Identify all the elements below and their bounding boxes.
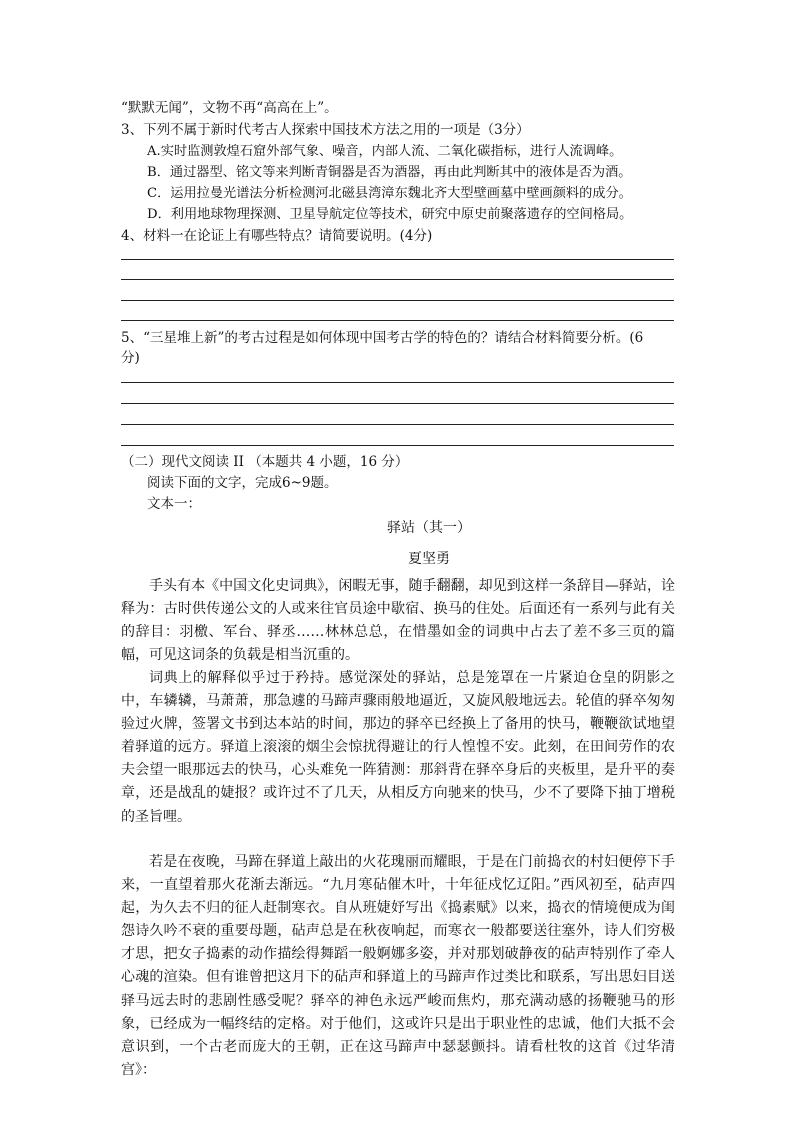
q5-stem-line-1: 5、“三星堆上新”的考古过程是如何体现中国考古学的特色的？请结合材料简要分析。(6 — [121, 330, 644, 346]
q4-answer-line-3 — [121, 300, 674, 301]
article-author: 夏坚勇 — [408, 551, 450, 567]
q5-answer-line-1 — [121, 382, 674, 383]
q3-option-d: D．利用地球物理探测、卫星导航定位等技术，研究中原史前聚落遗存的空间格局。 — [147, 207, 633, 222]
article-paragraph-1: 手头有本《中国文化史词典》，闲暇无事，随手翻翻，却见到这样一条辞目—驿站，诠释为：古时供传递公文的人或来往官员途中歇宿、换马的住处。后面还有一系列与此有关的辞目：羽檄、军台、驿丞……林林总总，在惜墨如金的词典中占去了差不多三页的篇幅，可见这词条的负载是相当沉重的。 — [121, 578, 675, 664]
article-title: 驿站（其一） — [387, 520, 471, 536]
q3-option-c: C．运用拉曼光谱法分析检测河北磁县湾漳东魏北齐大型壁画墓中壁画颜料的成分。 — [147, 186, 632, 201]
intro-line: “默默无闻”，文物不再“高高在上”。 — [121, 100, 338, 116]
q3-stem: 3、下列不属于新时代考古人探索中国技术方法之用的一项是（3分） — [121, 122, 530, 138]
q5-answer-line-4 — [121, 445, 674, 446]
q5-stem-line-2: 分) — [121, 350, 140, 366]
q3-option-b: B．通过器型、铭文等来判断青铜器是否为酒器，再由此判断其中的液体是否为酒。 — [147, 165, 632, 180]
section-instruction: 阅读下面的文字，完成6~9题。 — [147, 475, 338, 491]
q4-answer-line-4 — [121, 320, 674, 321]
q4-answer-line-2 — [121, 279, 674, 280]
section-heading: （二）现代文阅读 II （本题共 4 小题，16 分） — [121, 454, 409, 470]
q4-answer-line-1 — [121, 259, 674, 260]
q3-option-a: A.实时监测敦煌石窟外部气象、噪音，内部人流、二氧化碳指标，进行人流调峰。 — [147, 144, 623, 159]
q5-answer-line-3 — [121, 424, 674, 425]
q4-stem: 4、材料一在论证上有哪些特点？请简要说明。(4分) — [121, 228, 433, 244]
article-paragraph-2: 词典上的解释似乎过于矜持。感觉深处的驿站，总是笼罩在一片紧迫仓皇的阴影之中，车辚辚，马萧萧，那急遽的马蹄声骤雨般地逼近，又旋风般地远去。轮值的驿卒匆匆验过火牌，签署文书到达本站的时间，那边的驿卒已经换上了备用的快马，鞭鞭欲试地望着驿道的远方。驿道上滚滚的烟尘会惊扰得避让的行人惶惶不安。此刻，在田间劳作的农夫会望一眼那远去的快马，心头难免一阵猜测：那斜背在驿卒身后的夹板里，是升平的奏章，还是战乱的婕报？或许过不了几天，从相反方向驰来的快马，少不了要降下抽丁增税的圣旨哩。 — [121, 670, 675, 825]
text-label: 文本一： — [147, 496, 201, 512]
article-paragraph-3: 若是在夜晚，马蹄在驿道上敲出的火花瑰丽而耀眼，于是在门前捣衣的村妇便停下手来，一直望着那火花渐去渐远。“九月寒砧催木叶，十年征戍忆辽阳。”西风初至，砧声四起，为久去不归的征人赶制寒衣。自从班婕妤写出《捣素赋》以来，捣衣的情境便成为闺怨诗久吟不衰的重要母题，砧声总是在秋夜响起，而寒衣一般都要送往塞外，诗人们穷极才思，把女子捣素的动作描绘得舞蹈一般婀娜多姿，并对那划破静夜的砧声特别作了牵人心魂的渲染。但有谁曾把这月下的砧声和驿道上的马蹄声作过类比和联系，写出思妇目送驿马远去时的悲剧性感受呢？驿卒的神色永远严峻而焦灼，那充满动感的扬鞭驰马的形象，已经成为一幅终结的定格。对于他们，这或许只是出于职业性的忠诚，他们大抵不会意识到，一个古老而庞大的王朝，正在这马蹄声中瑟瑟颤抖。请看杜牧的这首《过华清宫》： — [121, 854, 675, 1078]
q5-answer-line-2 — [121, 403, 674, 404]
